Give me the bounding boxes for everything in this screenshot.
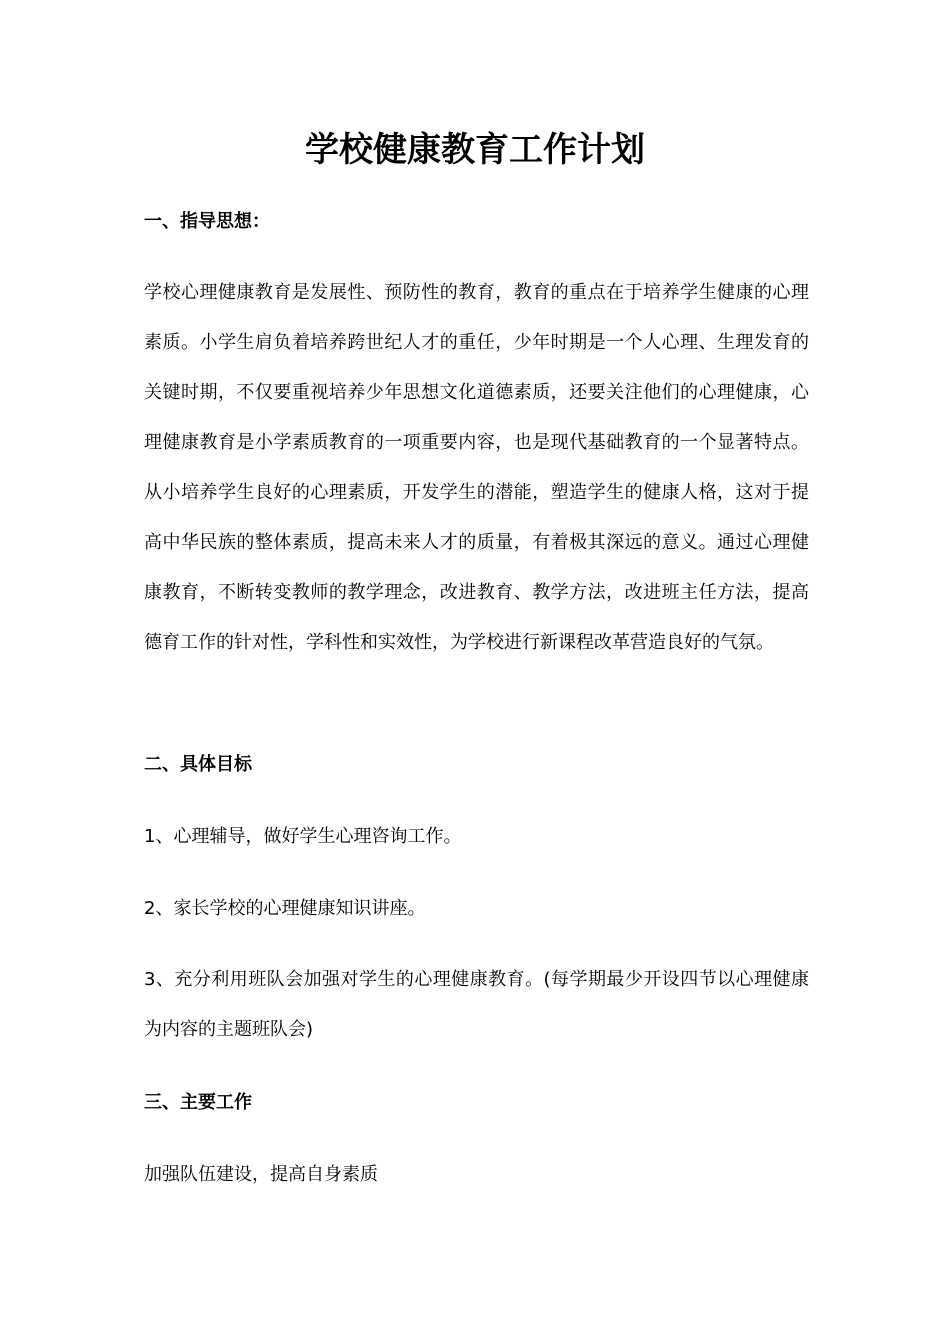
document-title: 学校健康教育工作计划 (305, 130, 645, 170)
section-heading-main-work: 三、主要工作 (144, 1092, 252, 1113)
section-heading-specific-goals: 二、具体目标 (144, 754, 252, 775)
goal-item-1: 1、心理辅导，做好学生心理咨询工作。 (144, 826, 462, 847)
guiding-thought-paragraph: 学校心理健康教育是发展性、预防性的教育，教育的重点在于培养学生健康的心理素质。小学生肩负着培养跨世纪人才的重任，少年时期是一个人心理、生理发育的关键时期，不仅要重视培养少年思想文化道德素质，还要关注他们的心理健康，心理健康教育是小学素质教育的一项重要内容，也是现代基础教育的一个显著特点。从小培养学生良好的心理素质，开发学生的潜能，塑造学生的健康人格，这对于提高中华民族的整体素质，提高未来人才的质量，有着极其深远的意义。通过心理健康教育，不断转变教师的教学理念，改进教育、教学方法，改进班主任方法，提高德育工作的针对性，学科性和实效性，为学校进行新课程改革营造良好的气氛。 (144, 282, 809, 653)
goal-item-3: 3、充分利用班队会加强对学生的心理健康教育。(每学期最少开设四节以心理健康为内容的主题班队会) (144, 969, 809, 1040)
main-work-subheading: 加强队伍建设，提高自身素质 (144, 1164, 378, 1185)
goal-item-2: 2、家长学校的心理健康知识讲座。 (144, 898, 426, 919)
section-heading-guiding-thought: 一、指导思想： (144, 211, 270, 232)
